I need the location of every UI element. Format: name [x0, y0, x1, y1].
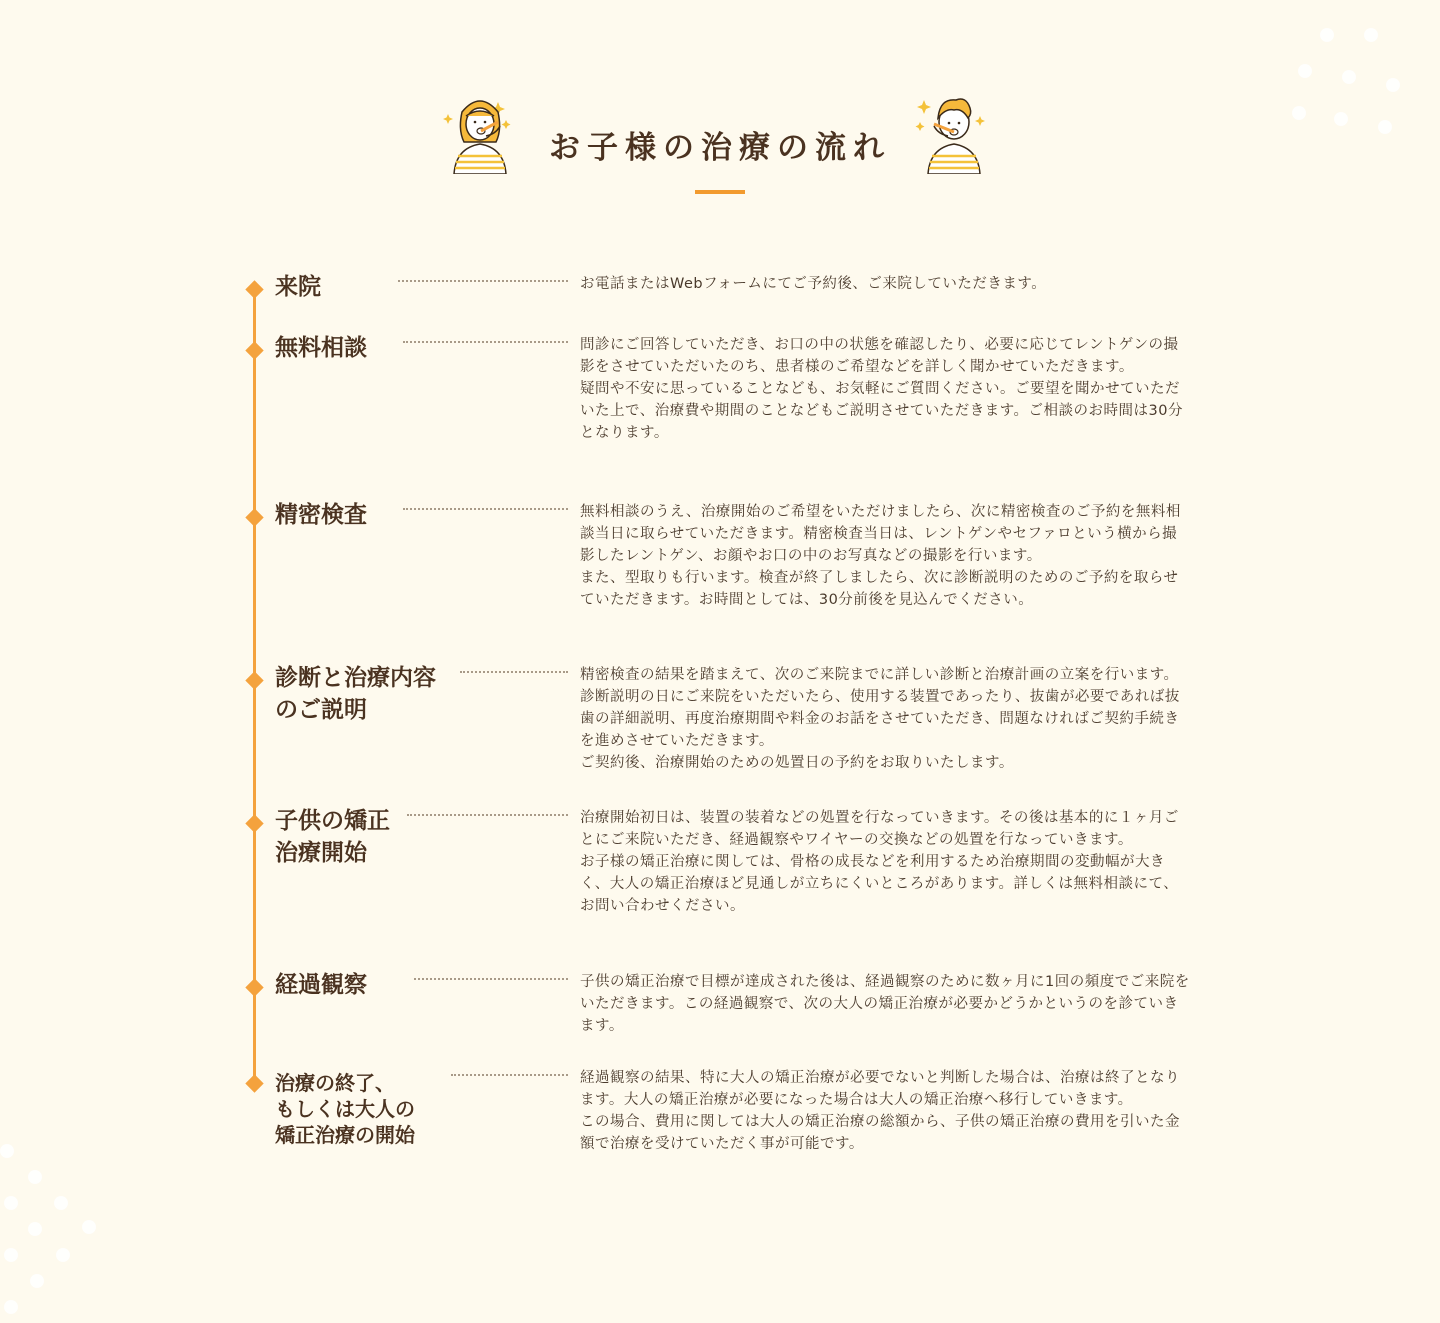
section-header — [0, 92, 1440, 202]
step-title: 来院 — [275, 274, 321, 300]
step-title: 経過観察 — [275, 972, 367, 998]
dotted-leader — [451, 1074, 568, 1076]
decorative-dots-bottom-left — [0, 1140, 110, 1320]
step-title: 無料相談 — [275, 335, 367, 361]
step-description: 治療開始初日は、装置の装着などの処置を行なっていきます。その後は基本的に１ヶ月ごとにご来院いただき、経過観察やワイヤーの交換などの処置を行なっていきます。 お子様の矯正治療に関しては、骨格の成長などを利用するため治療期間の変動幅が大きく、大人の矯正治療ほど見通しが立ちにくいところがあります。詳しくは無料相談にて、お問い合わせください。 — [580, 810, 1179, 914]
step-description: 無料相談のうえ、治療開始のご希望をいただけましたら、次に精密検査のご予約を無料相談当日に取らせていただきます。精密検査当日は、レントゲンやセファロという横から撮影したレントゲン、お顔やお口の中のお写真などの撮影を行います。 また、型取りも行います。検査が終了しましたら、次に診断説明のためのご予約を取らせていただきます。お時間としては、30分前後を見込んでください。 — [580, 504, 1181, 608]
boy-brushing-teeth-icon — [912, 92, 992, 174]
page-title: お子様の治療の流れ — [549, 130, 891, 166]
dotted-leader — [403, 341, 568, 343]
step-marker — [245, 508, 263, 526]
dotted-leader — [398, 280, 568, 282]
step-description: 精密検査の結果を踏まえて、次のご来院までに詳しい診断と治療計画の立案を行います。診断説明の日にご来院をいただいたら、使用する装置であったり、抜歯が必要であれば抜歯の詳細説明、再度治療期間や料金のお話をさせていただき、問題なければご契約手続きを進めさせていただきます。 ご契約後、治療開始のための処置日の予約をお取りいたします。 — [580, 667, 1180, 771]
step-marker — [245, 978, 263, 996]
step-description: 子供の矯正治療で目標が達成された後は、経過観察のために数ヶ月に1回の頻度でご来院をいただきます。この経過観察で、次の大人の矯正治療が必要かどうかというのを診ていきます。 — [580, 974, 1190, 1034]
step-marker — [245, 814, 263, 832]
step-title: 子供の矯正 治療開始 — [275, 808, 390, 866]
dotted-leader — [414, 978, 568, 980]
title-underline — [695, 190, 745, 194]
step-description: お電話またはWebフォームにてご予約後、ご来院していただきます。 — [580, 276, 1047, 292]
step-title: 精密検査 — [275, 502, 367, 528]
step-marker — [245, 671, 263, 689]
dotted-leader — [460, 671, 568, 673]
dotted-leader — [403, 508, 568, 510]
step-marker — [245, 341, 263, 359]
step-description: 問診にご回答していただき、お口の中の状態を確認したり、必要に応じてレントゲンの撮影をさせていただいたのち、患者様のご希望などを詳しく聞かせていただきます。 疑問や不安に思っていることなども、お気軽にご質問ください。ご要望を聞かせていただいた上で、治療費や期間のことなどもご説明させていただきます。ご相談のお時間は30分となります。 — [580, 337, 1183, 441]
dotted-leader — [407, 814, 568, 816]
step-marker — [245, 280, 263, 298]
step-title: 治療の終了、 もしくは大人の 矯正治療の開始 — [275, 1071, 415, 1147]
step-title: 診断と治療内容 のご説明 — [275, 665, 436, 723]
step-marker — [245, 1074, 263, 1092]
step-description: 経過観察の結果、特に大人の矯正治療が必要でないと判断した場合は、治療は終了となります。大人の矯正治療が必要になった場合は大人の矯正治療へ移行していきます。 この場合、費用に関しては大人の矯正治療の総額から、子供の矯正治療の費用を引いた金額で治療を受けていただく事が可能です。 — [580, 1070, 1180, 1152]
